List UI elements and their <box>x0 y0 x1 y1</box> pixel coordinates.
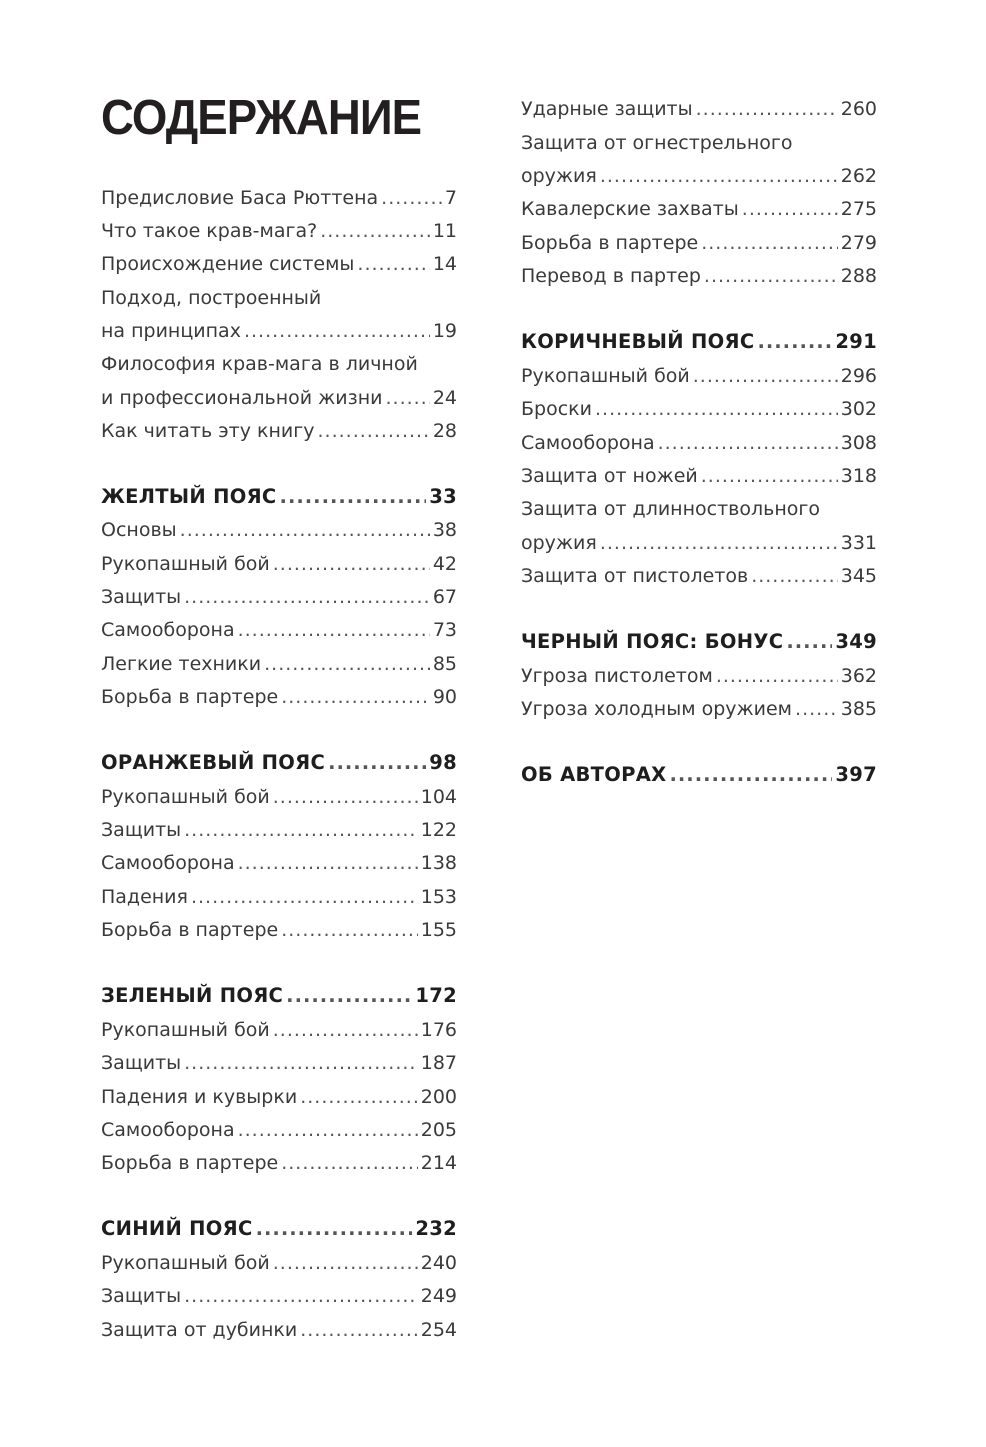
toc-entry-page: 85 <box>432 653 457 675</box>
toc-entry[interactable] <box>101 580 457 614</box>
toc-entry-label: Кавалерские захваты <box>521 198 739 220</box>
toc-entry-page: 24 <box>432 387 457 409</box>
toc-entry-label: Рукопашный бой <box>101 1019 270 1041</box>
toc-entry[interactable] <box>101 780 457 814</box>
toc-entry[interactable] <box>101 880 457 914</box>
section-heading-page: 98 <box>429 751 457 774</box>
toc-entry[interactable] <box>521 692 877 726</box>
toc-entry-page: 214 <box>420 1152 457 1174</box>
toc-entry[interactable] <box>521 559 877 593</box>
toc-entry-label: Борьба в партере <box>521 232 699 254</box>
toc-entry-page: 138 <box>420 852 457 874</box>
toc-entry-page: 90 <box>432 686 457 708</box>
toc-entry-page: 262 <box>840 165 877 187</box>
toc-entry-page: 28 <box>432 420 457 442</box>
toc-entry-label: Происхождение системы <box>101 253 355 275</box>
toc-entry-label: Борьба в партере <box>101 686 279 708</box>
toc-entry[interactable] <box>101 1046 457 1080</box>
toc-entry-page: 260 <box>840 98 877 120</box>
toc-entry-label: Угроза холодным оружием <box>521 698 793 720</box>
section-heading-page: 172 <box>415 984 457 1007</box>
leader-dots <box>273 1246 418 1280</box>
toc-entry-line1: Философия крав-мага в личной <box>101 353 418 375</box>
toc-entry-label: Легкие техники <box>101 653 262 675</box>
toc-entry-label: Защита от ножей <box>521 465 698 487</box>
leader-dots <box>669 758 832 792</box>
leader-dots <box>742 192 838 226</box>
toc-entry-page: 176 <box>420 1019 457 1041</box>
toc-entry-page: 38 <box>432 519 457 541</box>
page-title: СОДЕРЖАНИЕ <box>101 91 422 145</box>
toc-entry-page: 362 <box>840 665 877 687</box>
section-heading-label: ОРАНЖЕВЫЙ ПОЯС <box>101 751 326 774</box>
toc-entry-page: 318 <box>840 465 877 487</box>
toc-entry-page: 275 <box>840 198 877 220</box>
toc-entry-page: 122 <box>420 819 457 841</box>
section-heading-brown-belt[interactable] <box>521 325 877 359</box>
toc-entry-page: 302 <box>840 398 877 420</box>
toc-entry-line1: Подход, построенный <box>101 287 322 309</box>
toc-entry-label: Защиты <box>101 1052 182 1074</box>
leader-dots <box>184 1279 418 1313</box>
toc-entry[interactable] <box>101 1013 457 1047</box>
leader-dots <box>357 247 429 281</box>
toc-entry-page: 7 <box>444 187 457 209</box>
section-heading-orange-belt[interactable] <box>101 746 457 780</box>
leader-dots <box>300 1313 417 1347</box>
toc-entry-label: Рукопашный бой <box>101 1252 270 1274</box>
leader-dots <box>318 414 430 448</box>
leader-dots <box>696 92 838 126</box>
leader-dots <box>658 426 838 460</box>
toc-entry-page: 205 <box>420 1119 457 1141</box>
leader-dots <box>600 526 838 560</box>
toc-entry[interactable] <box>101 680 457 714</box>
toc-entry-label: Основы <box>101 519 177 541</box>
section-heading-green-belt[interactable] <box>101 979 457 1013</box>
section-heading-black-belt[interactable] <box>521 625 877 659</box>
toc-entry-label: Перевод в партер <box>521 265 701 287</box>
leader-dots <box>273 547 430 581</box>
leader-dots <box>238 613 430 647</box>
leader-dots <box>238 846 418 880</box>
toc-entry[interactable] <box>101 647 457 681</box>
toc-entry[interactable] <box>101 547 457 581</box>
section-heading-page: 349 <box>835 630 877 653</box>
leader-dots <box>704 259 838 293</box>
toc-entry[interactable] <box>521 192 877 226</box>
leader-dots <box>281 913 418 947</box>
toc-entry-label: на принципах <box>101 320 241 342</box>
toc-entry-page: 308 <box>840 432 877 454</box>
toc-entry[interactable] <box>521 426 877 460</box>
toc-entry-label: Защиты <box>101 819 182 841</box>
leader-dots <box>280 480 427 514</box>
toc-entry[interactable] <box>101 613 457 647</box>
toc-entry-label: Защиты <box>101 586 182 608</box>
toc-entry[interactable] <box>101 181 457 215</box>
toc-entry[interactable] <box>101 1313 457 1347</box>
leader-dots <box>286 979 412 1013</box>
toc-entry[interactable] <box>101 381 457 415</box>
toc-entry[interactable] <box>101 513 457 547</box>
section-heading-label: КОРИЧНЕВЫЙ ПОЯС <box>521 330 755 353</box>
section-heading-page: 232 <box>415 1217 457 1240</box>
toc-entry[interactable] <box>521 459 877 493</box>
toc-entry-page: 200 <box>420 1086 457 1108</box>
leader-dots <box>184 1046 418 1080</box>
leader-dots <box>238 1113 418 1147</box>
toc-entry-page: 331 <box>840 532 877 554</box>
section-heading-blue-belt[interactable] <box>101 1212 457 1246</box>
leader-dots <box>320 214 430 248</box>
leader-dots <box>244 314 430 348</box>
toc-entry[interactable] <box>521 659 877 693</box>
toc-entry-page: 104 <box>420 786 457 808</box>
leader-dots <box>184 580 430 614</box>
toc-entry-page: 187 <box>420 1052 457 1074</box>
toc-entry[interactable] <box>521 159 877 193</box>
leader-dots <box>328 746 426 780</box>
leader-dots <box>693 359 838 393</box>
leader-dots <box>701 459 838 493</box>
leader-dots <box>795 692 838 726</box>
section-heading-label: ЗЕЛЕНЫЙ ПОЯС <box>101 984 284 1007</box>
toc-entry-label: Что такое крав-мага? <box>101 220 318 242</box>
leader-dots <box>600 159 838 193</box>
leader-dots <box>300 1080 418 1114</box>
toc-entry-page: 19 <box>432 320 457 342</box>
toc-entry-page: 42 <box>432 553 457 575</box>
leader-dots <box>751 559 838 593</box>
section-heading-about-authors[interactable] <box>521 758 877 792</box>
toc-entry-label: Борьба в партере <box>101 1152 279 1174</box>
toc-entry-label: Самооборона <box>101 1119 235 1141</box>
toc-entry[interactable] <box>101 813 457 847</box>
toc-entry-label: Рукопашный бой <box>101 553 270 575</box>
leader-dots <box>273 780 418 814</box>
toc-entry-label: Самооборона <box>521 432 655 454</box>
toc-entry[interactable] <box>521 259 877 293</box>
toc-entry[interactable] <box>521 226 877 260</box>
leader-dots <box>595 392 838 426</box>
toc-entry-label: Борьба в партере <box>101 919 279 941</box>
toc-entry-page: 14 <box>432 253 457 275</box>
toc-entry-label: Самооборона <box>101 852 235 874</box>
section-heading-label: СИНИЙ ПОЯС <box>101 1217 253 1240</box>
leader-dots <box>381 181 442 215</box>
toc-entry-label: Рукопашный бой <box>521 365 690 387</box>
toc-entry[interactable] <box>521 526 877 560</box>
toc-entry-label: оружия <box>521 165 597 187</box>
toc-entry[interactable] <box>521 359 877 393</box>
toc-entry-label: Броски <box>521 398 592 420</box>
toc-entry-label: и профессиональной жизни <box>101 387 383 409</box>
leader-dots <box>701 226 838 260</box>
section-heading-label: ЧЕРНЫЙ ПОЯС: БОНУС <box>521 630 784 653</box>
toc-entry[interactable] <box>101 1080 457 1114</box>
leader-dots <box>184 813 418 847</box>
toc-entry-label: Защита от пистолетов <box>521 565 749 587</box>
toc-entry[interactable] <box>101 214 457 248</box>
toc-entry-label: Предисловие Баса Рюттена <box>101 187 379 209</box>
section-heading-page: 397 <box>835 763 877 786</box>
toc-entry[interactable] <box>101 414 457 448</box>
toc-entry[interactable] <box>101 1113 457 1147</box>
toc-entry-label: Защиты <box>101 1285 182 1307</box>
toc-entry-page: 279 <box>840 232 877 254</box>
leader-dots <box>757 325 832 359</box>
toc-entry[interactable] <box>101 913 457 947</box>
toc-entry[interactable] <box>101 247 457 281</box>
leader-dots <box>273 1013 418 1047</box>
section-heading-page: 33 <box>429 485 457 508</box>
toc-entry-label: Ударные защиты <box>521 98 693 120</box>
toc-entry-label: Рукопашный бой <box>101 786 270 808</box>
toc-entry-page: 345 <box>840 565 877 587</box>
toc-entry-page: 240 <box>420 1252 457 1274</box>
leader-dots <box>180 513 430 547</box>
leader-dots <box>191 880 418 914</box>
section-heading-label: ОБ АВТОРАХ <box>521 763 667 786</box>
toc-entry-label: Угроза пистолетом <box>521 665 713 687</box>
leader-dots <box>256 1212 413 1246</box>
toc-entry-page: 288 <box>840 265 877 287</box>
toc-entry-page: 385 <box>840 698 877 720</box>
toc-entry[interactable] <box>101 846 457 880</box>
toc-entry-label: оружия <box>521 532 597 554</box>
section-heading-page: 291 <box>835 330 877 353</box>
leader-dots <box>281 1146 418 1180</box>
toc-entry-label: Падения и кувырки <box>101 1086 298 1108</box>
toc-entry[interactable] <box>101 1246 457 1280</box>
leader-dots <box>281 680 430 714</box>
toc-entry-page: 153 <box>420 886 457 908</box>
leader-dots <box>264 647 430 681</box>
toc-entry-page: 67 <box>432 586 457 608</box>
toc-entry-line1: Защита от длинноствольного <box>521 498 820 520</box>
leader-dots <box>716 659 838 693</box>
toc-entry[interactable] <box>101 1146 457 1180</box>
section-heading-label: ЖЕЛТЫЙ ПОЯС <box>101 485 277 508</box>
toc-entry-page: 11 <box>432 220 457 242</box>
toc-entry[interactable] <box>101 314 457 348</box>
leader-dots <box>385 381 429 415</box>
toc-entry-page: 254 <box>420 1319 457 1341</box>
toc-entry-line1: Защита от огнестрельного <box>521 132 793 154</box>
leader-dots <box>786 625 832 659</box>
toc-entry[interactable] <box>101 1279 457 1313</box>
toc-entry-label: Как читать эту книгу <box>101 420 315 442</box>
toc-entry-page: 296 <box>840 365 877 387</box>
section-heading-yellow-belt[interactable] <box>101 480 457 514</box>
toc-entry[interactable] <box>521 92 877 126</box>
toc-entry-page: 73 <box>432 619 457 641</box>
toc-entry-page: 249 <box>420 1285 457 1307</box>
toc-entry[interactable] <box>521 392 877 426</box>
toc-entry-label: Самооборона <box>101 619 235 641</box>
toc-entry-label: Падения <box>101 886 188 908</box>
toc-entry-page: 155 <box>420 919 457 941</box>
toc-entry-label: Защита от дубинки <box>101 1319 298 1341</box>
